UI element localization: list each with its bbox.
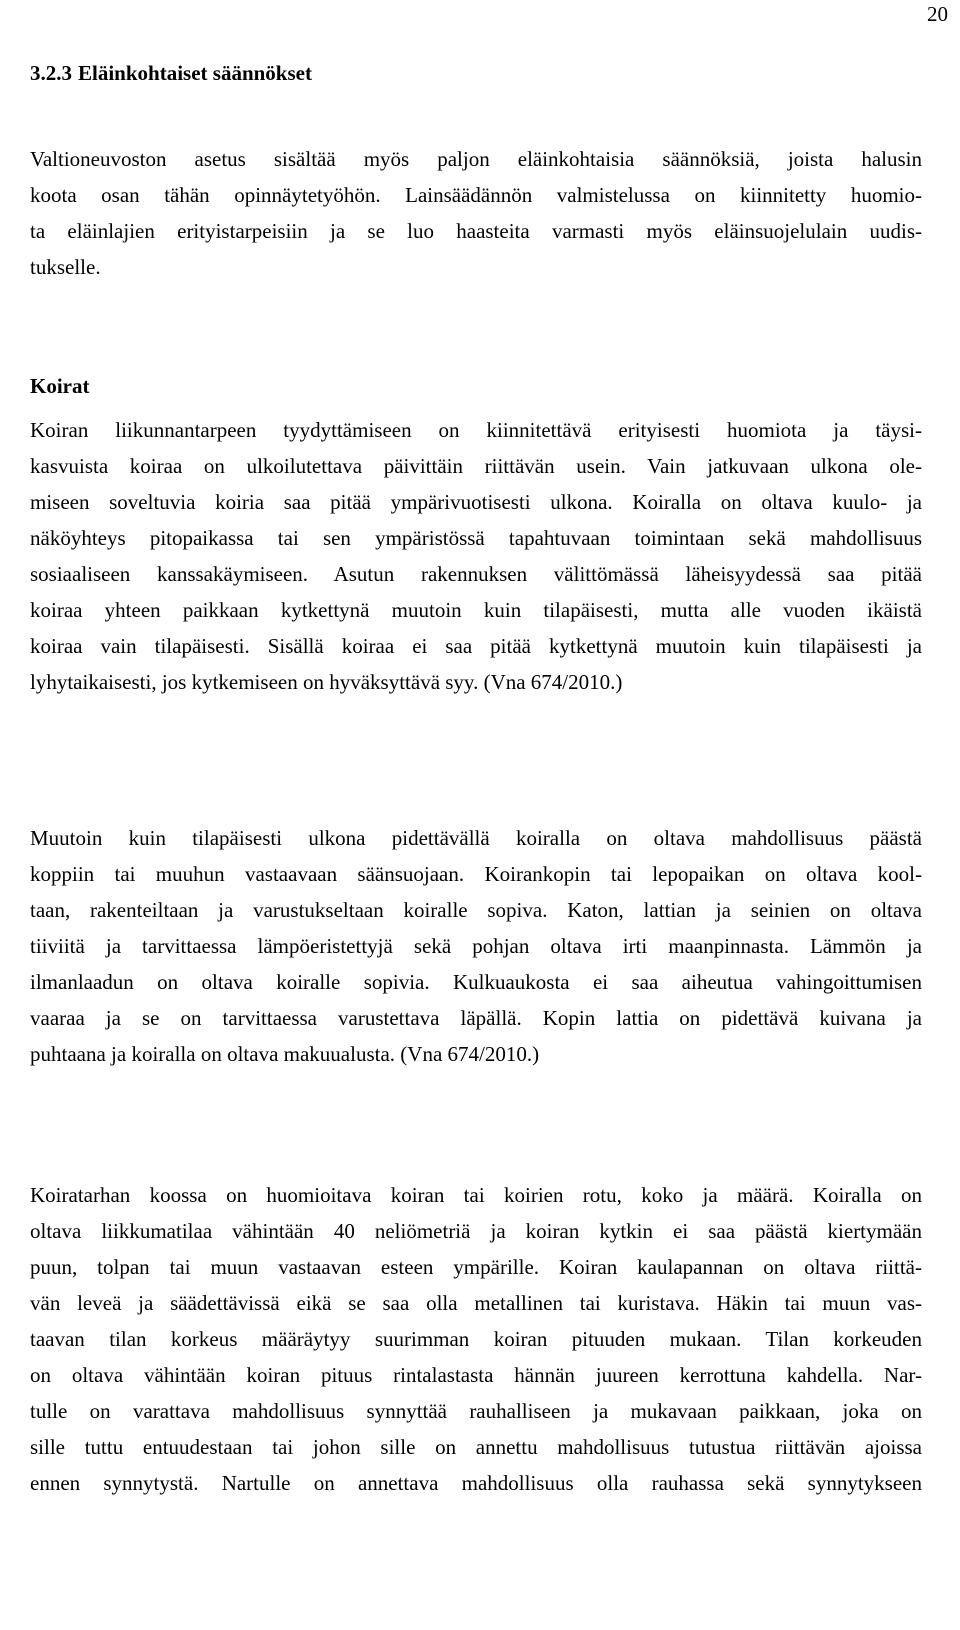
- text-line: taan, rakenteiltaan ja varustukseltaan koiralle sopiva. Katon, lattian ja seinien on oltava: [30, 898, 922, 922]
- text-line: Muutoin kuin tilapäisesti ulkona pidettävällä koiralla on oltava mahdollisuus päästä: [30, 826, 922, 850]
- section-number: 3.2.3: [30, 61, 72, 85]
- text-line: näköyhteys pitopaikassa tai sen ympäristössä tapahtuvaan toimintaan sekä mahdollisuus: [30, 526, 922, 550]
- section-heading: [30, 58, 312, 88]
- text-line: vän leveä ja säädettävissä eikä se saa olla metallinen tai kuristava. Häkin tai muun vas-: [30, 1291, 922, 1315]
- text-line: sille tuttu entuudestaan tai johon sille on annettu mahdollisuus tutustua riittävän ajoissa: [30, 1435, 922, 1459]
- dogs-paragraph-1: [30, 412, 922, 700]
- text-line: koppiin tai muuhun vastaavaan säänsuojaan. Koirankopin tai lepopaikan on oltava kool-: [30, 862, 922, 886]
- dogs-paragraph-2: [30, 820, 922, 1072]
- text-line: on oltava vähintään koiran pituus rintalastasta hännän juureen kerrottuna kahdella. Nar-: [30, 1363, 922, 1387]
- text-line: puun, tolpan tai muun vastaavan esteen ympärille. Koiran kaulapannan on oltava riittä-: [30, 1255, 922, 1279]
- text-line: ta eläinlajien erityistarpeisiin ja se luo haasteita varmasti myös eläinsuojelulain uudis-: [30, 219, 922, 243]
- text-line: tiiviitä ja tarvittaessa lämpöeristettyjä sekä pohjan oltava irti maanpinnasta. Lämmön ja: [30, 934, 922, 958]
- text-line: tukselle.: [30, 255, 101, 279]
- text-line: puhtaana ja koiralla on oltava makuualusta. (Vna 674/2010.): [30, 1042, 540, 1066]
- intro-paragraph: [30, 141, 922, 285]
- text-line: ennen synnytystä. Nartulle on annettava mahdollisuus olla rauhassa sekä synnytykseen: [30, 1471, 922, 1495]
- dogs-paragraph-3: [30, 1177, 922, 1501]
- text-line: Valtioneuvoston asetus sisältää myös paljon eläinkohtaisia säännöksiä, joista halusin: [30, 147, 922, 171]
- text-line: Koiratarhan koossa on huomioitava koiran tai koirien rotu, koko ja määrä. Koiralla on: [30, 1183, 922, 1207]
- text-line: miseen soveltuvia koiria saa pitää ympärivuotisesti ulkona. Koiralla on oltava kuulo- ja: [30, 490, 922, 514]
- text-line: taavan tilan korkeus määräytyy suurimman koiran pituuden mukaan. Tilan korkeuden: [30, 1327, 922, 1351]
- text-line: Koiran liikunnantarpeen tyydyttämiseen on kiinnitettävä erityisesti huomiota ja täysi-: [30, 418, 922, 442]
- section-title: Eläinkohtaiset säännökset: [78, 61, 312, 85]
- text-line: koiraa yhteen paikkaan kytkettynä muutoin kuin tilapäisesti, mutta alle vuoden ikäistä: [30, 598, 922, 622]
- text-line: lyhytaikaisesti, jos kytkemiseen on hyväksyttävä syy. (Vna 674/2010.): [30, 670, 623, 694]
- text-line: koota osan tähän opinnäytetyöhön. Lainsäädännön valmistelussa on kiinnitetty huomio-: [30, 183, 922, 207]
- dogs-heading: Koirat: [30, 374, 90, 398]
- text-line: vaaraa ja se on tarvittaessa varustettava läpällä. Kopin lattia on pidettävä kuivana ja: [30, 1006, 922, 1030]
- text-line: koiraa vain tilapäisesti. Sisällä koiraa ei saa pitää kytkettynä muutoin kuin tilapäisesti ja: [30, 634, 922, 658]
- page-number: 20: [927, 2, 948, 26]
- text-line: oltava liikkumatilaa vähintään 40 neliömetriä ja koiran kytkin ei saa päästä kiertymään: [30, 1219, 922, 1243]
- text-line: kasvuista koiraa on ulkoilutettava päivittäin riittävän usein. Vain jatkuvaan ulkona ole-: [30, 454, 922, 478]
- text-line: sosiaaliseen kanssakäymiseen. Asutun rakennuksen välittömässä läheisyydessä saa pitää: [30, 562, 922, 586]
- text-line: tulle on varattava mahdollisuus synnyttää rauhalliseen ja mukavaan paikkaan, joka on: [30, 1399, 922, 1423]
- text-line: ilmanlaadun on oltava koiralle sopivia. Kulkuaukosta ei saa aiheutua vahingoittumisen: [30, 970, 922, 994]
